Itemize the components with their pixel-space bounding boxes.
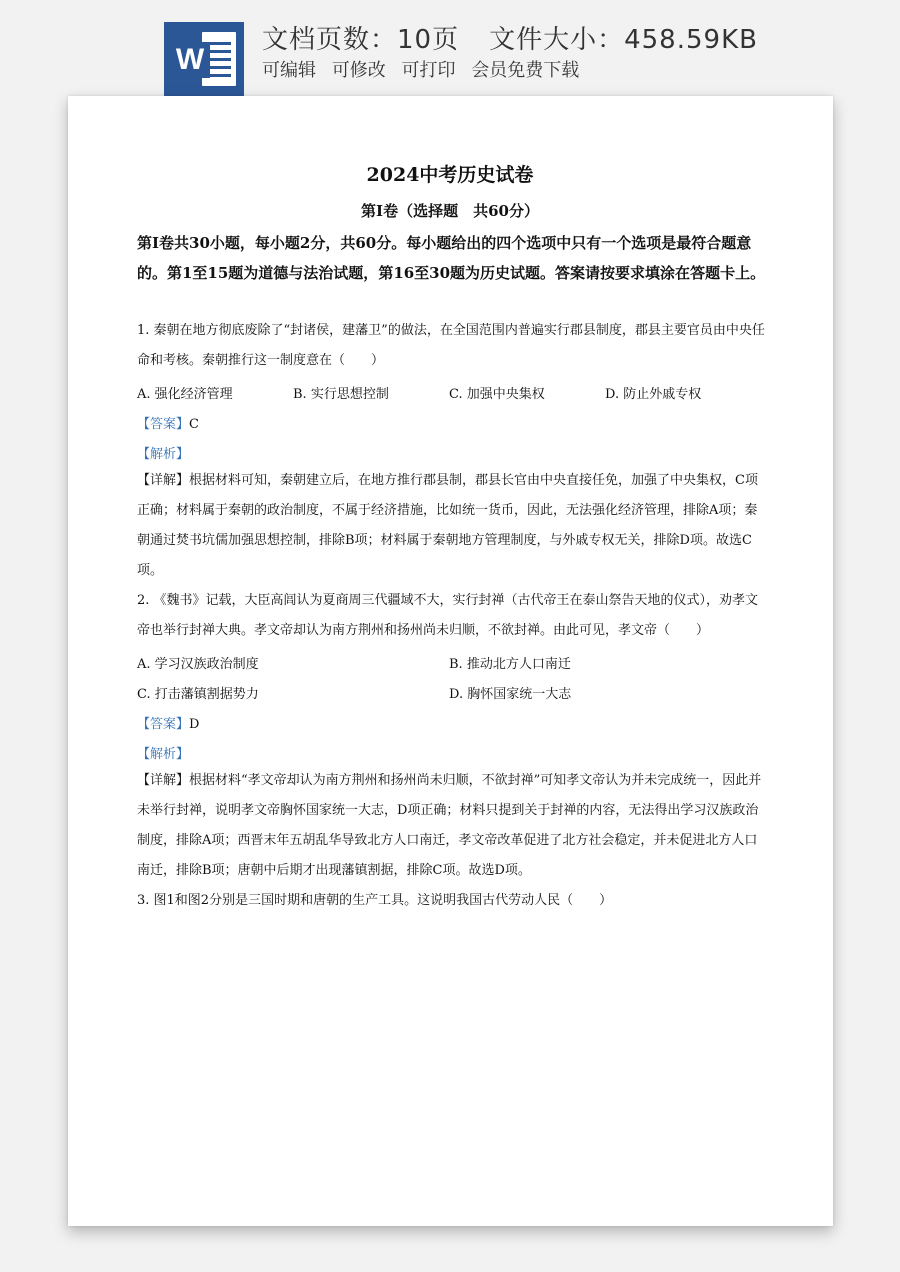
answer-tag: 【答案】	[137, 417, 190, 432]
section-instructions: 第Ⅰ卷共30小题，每小题2分，共60分。每小题给出的四个选项中只有一个选项是最符合题意的。第1至15题为道德与法治试题，第16至30题为历史试题。答案请按要求填涂在答题卡上。	[137, 234, 766, 282]
option-d: D. 防止外戚专权	[605, 387, 702, 402]
question-2-stem: 2. 《魏书》记载，大臣高闾认为夏商周三代疆域不大，实行封禅（古代帝王在泰山祭告天地的仪式），劝孝文帝也举行封禅大典。孝文帝却认为南方荆州和扬州尚未归顺，不欲封禅。由此可见，孝文帝（ ）	[137, 593, 759, 638]
file-size: 文件大小：458.59KB	[489, 25, 758, 55]
question-1-answer	[137, 413, 199, 432]
answer-tag: 【答案】	[137, 717, 190, 732]
question-2-answer	[137, 713, 199, 732]
option-d: D. 胸怀国家统一大志	[449, 687, 572, 702]
word-letter: W	[170, 42, 210, 78]
word-document-icon	[164, 22, 244, 96]
feature-modifiable: 可修改	[331, 60, 386, 81]
question-1-stem: 1. 秦朝在地方彻底废除了“封诸侯，建藩卫”的做法，在全国范围内普遍实行郡县制度，郡县主要官员由中央任命和考核。秦朝推行这一制度意在（ ）	[137, 323, 765, 368]
option-b: B. 实行思想控制	[293, 387, 389, 402]
feature-member-download[interactable]: 会员免费下载	[471, 60, 580, 81]
question-3-stem: 3. 图1和图2分别是三国时期和唐朝的生产工具。这说明我国古代劳动人民（ ）	[137, 893, 613, 908]
question-2-analysis-tag: 【解析】	[137, 747, 190, 762]
option-a: A. 学习汉族政治制度	[137, 657, 259, 672]
option-b: B. 推动北方人口南迁	[449, 657, 571, 672]
file-info	[262, 19, 758, 56]
option-c: C. 打击藩镇割据势力	[137, 687, 259, 702]
question-1-analysis-tag: 【解析】	[137, 447, 190, 462]
question-2-detail: 【详解】根据材料“孝文帝却认为南方荆州和扬州尚未归顺，不欲封禅”可知孝文帝认为并未完成统一，因此并未举行封禅，说明孝文帝胸怀国家统一大志，D项正确；材料只提到关于封禅的内容，无法得出学习汉族政治制度，排除A项；西晋末年五胡乱华导致北方人口南迁，孝文帝改革促进了北方社会稳定，并未促进北方人口南迁，排除B项；唐朝中后期才出现藩镇割据，排除C项。故选D项。	[137, 773, 762, 878]
question-1-detail: 【详解】根据材料可知，秦朝建立后，在地方推行郡县制，郡县长官由中央直接任免，加强了中央集权，C项正确；材料属于秦朝的政治制度，不属于经济措施，比如统一货币，因此，无法强化经济管理，排除A项；秦朝通过焚书坑儒加强思想控制，排除B项；材料属于秦朝地方管理制度，与外戚专权无关，排除D项。故选C项。	[137, 473, 758, 578]
answer-value: C	[189, 417, 199, 432]
answer-value: D	[189, 717, 200, 732]
exam-title: 2024中考历史试卷	[366, 164, 534, 186]
page-count: 文档页数：10页	[262, 25, 460, 55]
feature-list	[262, 56, 589, 82]
option-c: C. 加强中央集权	[449, 387, 545, 402]
option-a: A. 强化经济管理	[137, 387, 233, 402]
feature-editable: 可编辑	[262, 60, 316, 81]
feature-printable: 可打印	[401, 60, 456, 81]
download-header	[0, 0, 900, 100]
section-subtitle: 第Ⅰ卷（选择题 共60分）	[361, 202, 539, 220]
